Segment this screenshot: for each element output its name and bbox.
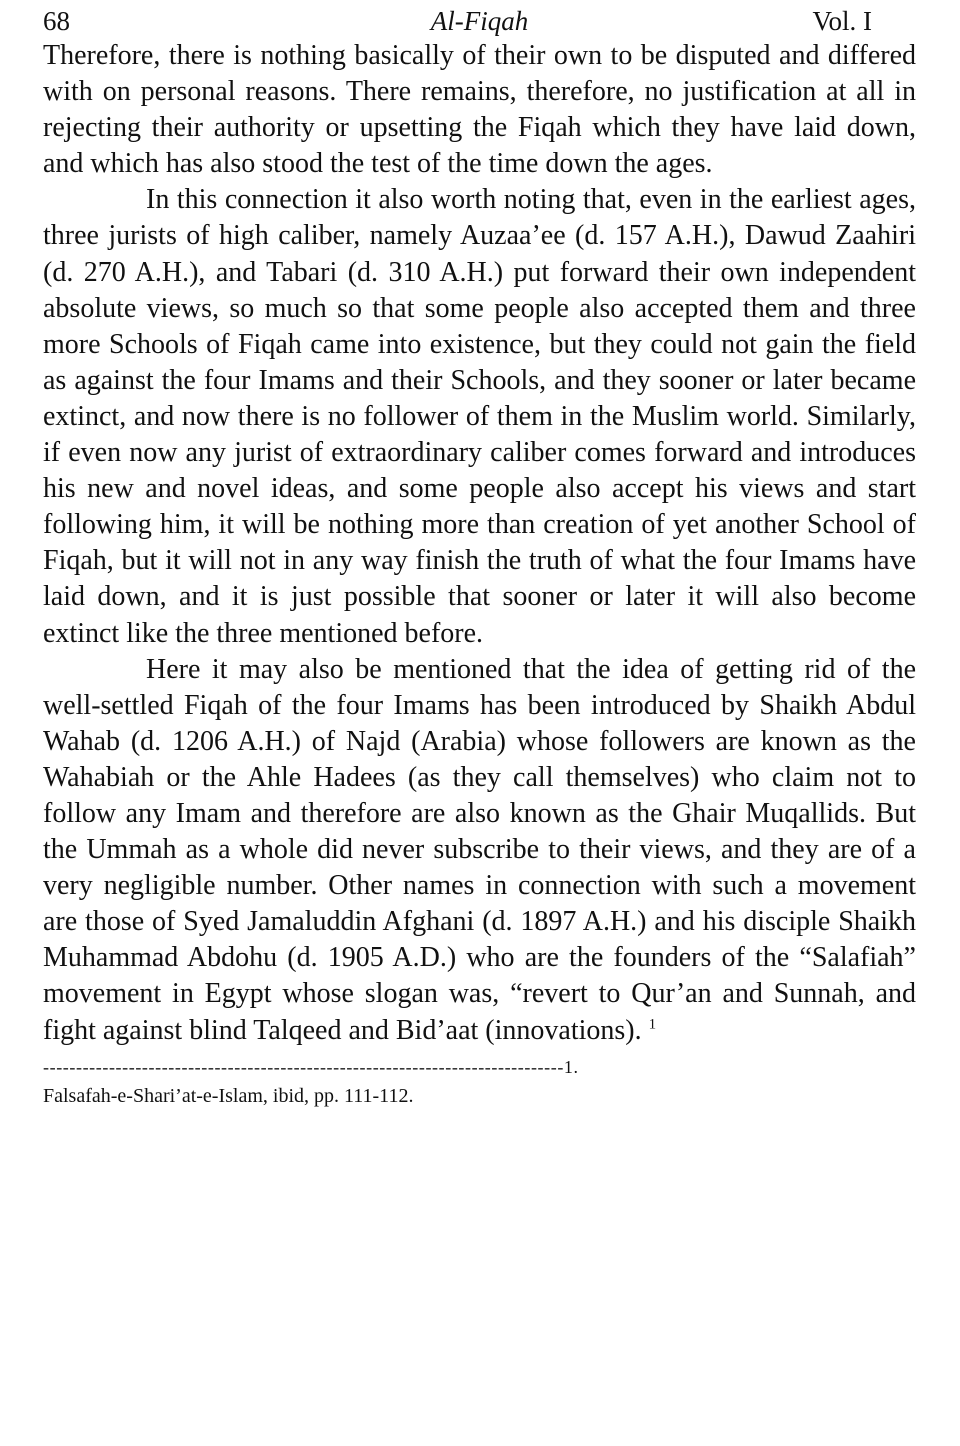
footnote-text: Falsafah-e-Shari’at-e-Islam, ibid, pp. 111-112. [43,1084,414,1107]
running-title: Al-Fiqah [430,6,529,36]
page-number: 68 [43,6,70,36]
paragraph-2: In this connection it also worth noting that, even in the earliest ages, three jurists of high caliber, namely Auzaa’ee (d. 157 A.H.), Dawud Zaahiri (d. 270 A.H.), and Tabari (d. 310 A.H.) put forward their own independent absolute views, so much so that some people also accepted them and three more Schools of Fiqah came into existence, but they could not gain the field as against the four Imams and their Schools, and they sooner or later became extinct, and now there is no follower of them in the Muslim world. Similarly, if even now any jurist of extraordinary caliber comes forward and introduces his new and novel ideas, and some people also accept his views and start following him, it will be nothing more than creation of yet another School of Fiqah, but it will not in any way finish the truth of what the four Imams have laid down, and it is just possible that sooner or later it will also become extinct like the three mentioned before. [43,184,916,649]
paragraph-3-text: Here it may also be mentioned that the idea of getting rid of the well-settled Fiqah of the four Imams has been introduced by Shaikh Abdul Wahab (d. 1206 A.H.) of Najd (Arabia) whose followers are known as the Wahabiah or the Ahle Hadees (as they call themselves) who claim not to follow any Imam and therefore are also known as the Ghair Muqallids. But the Ummah as a whole did never subscribe to their views, and they are of a very negligible number. Other names in connection with such a movement are those of Syed Jamaluddin Afghani (d. 1897 A.H.) and his disciple Shaikh Muhammad Abdohu (d. 1905 A.D.) who are the founders of the “Salafiah” movement in Egypt whose slogan was, “revert to Qur’an and Sunnah, and fight against blind Talqeed and Bid’aat (innovations). [43,653,916,1046]
body-text [43,38,916,1049]
paragraph-3 [43,652,916,1049]
page-header [43,4,916,38]
footnote-marker: 1 [648,1016,657,1033]
paragraph-1: Therefore, there is nothing basically of their own to be disputed and differed with on personal reasons. There remains, therefore, no justification at all in rejecting their authority or upsetting the Fiqah which they have laid down, and which has also stood the test of the time down the ages. [43,40,916,180]
book-page [43,4,916,1109]
volume-label: Vol. I [812,6,872,36]
footnote-rule: -------------------------------------------------------------------------------1. [43,1056,579,1077]
